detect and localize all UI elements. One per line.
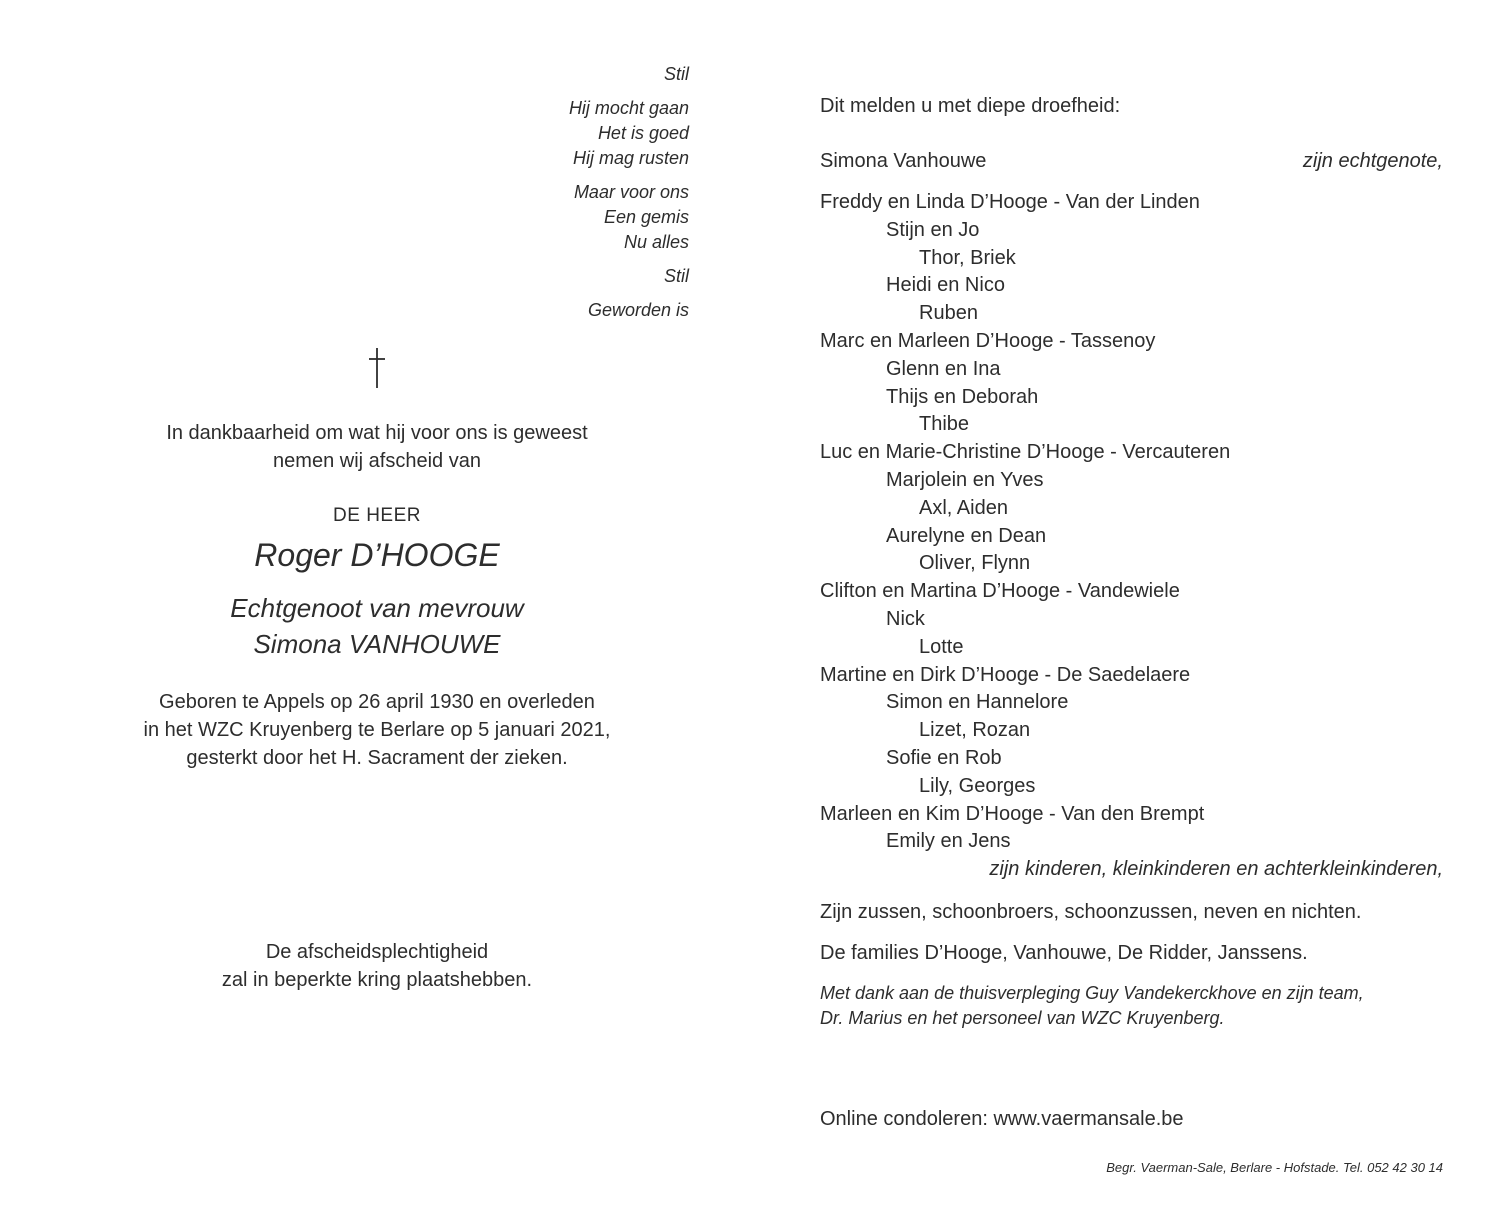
deceased-name: Roger D’HOOGE (254, 537, 500, 573)
ceremony-line: De afscheidsplechtigheid (265, 941, 489, 963)
poem-stanza (0, 180, 689, 255)
child-line: Clifton en Martina D’Hooge - Vandewiele (820, 580, 1180, 603)
child-line: Martine en Dirk D’Hooge - De Saedelaere (820, 663, 1191, 686)
poem-line: Het is goed (597, 122, 689, 143)
poem-line: Hij mocht gaan (568, 97, 689, 118)
child-line: Freddy en Linda D’Hooge - Van der Linden (820, 191, 1200, 214)
intro-line: In dankbaarheid om wat hij voor ons is geweest (166, 422, 588, 444)
spouse-line: Simona VANHOUWE (253, 629, 501, 659)
grandchild-line: Sofie en Rob (886, 747, 1002, 770)
poem-stanza (0, 298, 689, 323)
grandchild-line: Aurelyne en Dean (886, 524, 1047, 547)
poem-line: Maar voor ons (573, 181, 689, 202)
spouse-info (0, 590, 754, 662)
intro-text (0, 419, 754, 475)
poem-line: Geworden is (587, 299, 689, 320)
poem (0, 62, 689, 323)
great-grandchild-line: Axl, Aiden (919, 496, 1008, 519)
child-line: Marc en Marleen D’Hooge - Tassenoy (820, 330, 1156, 353)
poem-line: Een gemis (603, 206, 689, 227)
great-grandchild-line: Ruben (919, 302, 978, 325)
relatives-line: Zijn zussen, schoonbroers, schoonzussen, neven en nichten. (820, 901, 1362, 923)
poem-line: Stil (663, 63, 689, 84)
poem-stanza (0, 62, 689, 87)
grandchild-line: Simon en Hannelore (886, 691, 1069, 714)
undertaker-info: Begr. Vaerman-Sale, Berlare - Hofstade. Tel. 052 42 30 14 (1106, 1160, 1443, 1175)
poem-stanza (0, 96, 689, 171)
ceremony-info (0, 938, 754, 994)
birth-death-line: Geboren te Appels op 26 april 1930 en overleden (159, 691, 595, 713)
great-grandchild-line: Oliver, Flynn (919, 552, 1031, 575)
intro-line: nemen wij afscheid van (273, 450, 481, 472)
spouse-name: Simona Vanhouwe (820, 150, 987, 172)
announcement-opening: Dit melden u met diepe droefheid: (820, 95, 1121, 117)
poem-line: Nu alles (623, 231, 689, 252)
poem-line: Stil (663, 265, 689, 286)
spouse-row (820, 147, 1443, 175)
poem-stanza (0, 264, 689, 289)
honorific-title: DE HEER (333, 505, 421, 526)
grandchild-line: Thijs en Deborah (886, 385, 1039, 408)
grandchild-line: Stijn en Jo (886, 218, 980, 241)
ceremony-line: zal in beperkte kring plaatshebben. (221, 969, 533, 991)
spouse-relation: zijn echtgenote, (1302, 150, 1443, 172)
thanks-note (820, 981, 1443, 1031)
thanks-line: Dr. Marius en het personeel van WZC Kruyenberg. (820, 1007, 1225, 1028)
child-line: Luc en Marie-Christine D’Hooge - Vercauteren (820, 441, 1231, 464)
grandchild-line: Marjolein en Yves (886, 469, 1044, 492)
birth-death-info (0, 688, 754, 772)
family-list (820, 189, 1443, 884)
grandchild-line: Glenn en Ina (886, 357, 1001, 380)
poem-line: Hij mag rusten (572, 147, 689, 168)
grandchild-line: Emily en Jens (886, 830, 1011, 853)
children-relation: zijn kinderen, kleinkinderen en achterkleinkinderen, (989, 858, 1443, 881)
grandchild-line: Nick (886, 608, 925, 631)
great-grandchild-line: Lizet, Rozan (919, 719, 1031, 742)
great-grandchild-line: Lily, Georges (919, 774, 1036, 797)
great-grandchild-line: Lotte (919, 635, 964, 658)
cross-icon (362, 346, 392, 390)
families-line: De families D’Hooge, Vanhouwe, De Ridder, Janssens. (820, 942, 1308, 964)
birth-death-line: in het WZC Kruyenberg te Berlare op 5 januari 2021, (143, 719, 611, 741)
spouse-line: Echtgenoot van mevrouw (230, 593, 524, 623)
online-condolence: Online condoleren: www.vaermansale.be (820, 1108, 1184, 1130)
grandchild-line: Heidi en Nico (886, 274, 1005, 297)
thanks-line: Met dank aan de thuisverpleging Guy Vandekerckhove en zijn team, (820, 982, 1364, 1003)
child-line: Marleen en Kim D’Hooge - Van den Brempt (820, 802, 1205, 825)
great-grandchild-line: Thor, Briek (919, 246, 1016, 269)
birth-death-line: gesterkt door het H. Sacrament der zieken. (186, 747, 568, 769)
great-grandchild-line: Thibe (919, 413, 970, 436)
